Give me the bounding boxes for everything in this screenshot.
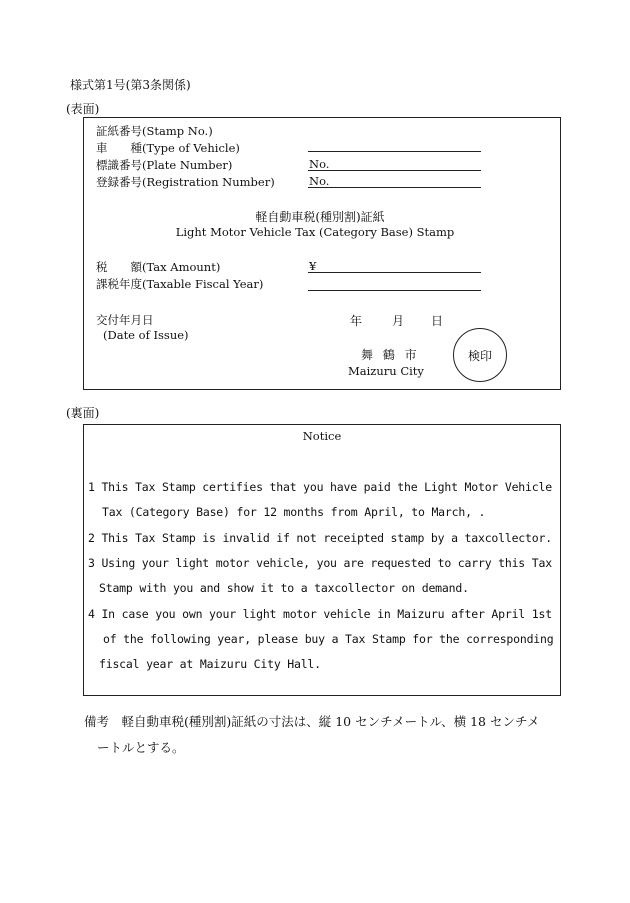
- notice-item-4-line-3: fiscal year at Maizuru City Hall.: [99, 657, 321, 671]
- notice-item-1-line-1: 1 This Tax Stamp certifies that you have paid the Light Motor Vehicle: [88, 480, 552, 494]
- issue-year-char: 年: [350, 314, 363, 328]
- notice-item-4-line-1: 4 In case you own your light motor vehicle in Maizuru after April 1st: [88, 607, 552, 621]
- notice-item-3-line-1: 3 Using your light motor vehicle, you are requested to carry this Tax: [88, 556, 552, 570]
- registration-number-line: [308, 187, 481, 188]
- yen-prefix: ¥: [309, 259, 317, 273]
- form-number: 様式第1号(第3条関係): [70, 78, 191, 92]
- notice-title: Notice: [302, 429, 342, 443]
- city-name-en: Maizuru City: [348, 364, 424, 378]
- issue-day-char: 日: [431, 314, 444, 328]
- back-side-label: (裏面): [66, 406, 100, 420]
- plate-number-line: [308, 170, 481, 171]
- issue-date-label-ja: 交付年月日: [96, 313, 154, 327]
- notice-item-4-line-2: of the following year, please buy a Tax Stamp for the corresponding: [103, 632, 554, 646]
- issue-month-char: 月: [392, 314, 405, 328]
- registration-number-label: 登録番号(Registration Number): [96, 175, 275, 189]
- notice-item-3-line-2: Stamp with you and show it to a taxcollector on demand.: [99, 581, 469, 595]
- fiscal-year-line: [308, 290, 481, 291]
- tax-amount-label: 税 額(Tax Amount): [96, 260, 221, 274]
- vehicle-type-line: [308, 151, 481, 152]
- notice-item-2: 2 This Tax Stamp is invalid if not receipted stamp by a taxcollector.: [88, 531, 552, 545]
- plate-number-label: 標識番号(Plate Number): [96, 158, 233, 172]
- vehicle-type-label: 車 種(Type of Vehicle): [96, 141, 240, 155]
- issue-date-label-en: (Date of Issue): [103, 328, 189, 342]
- remarks-line-1: 備考 軽自動車税(種別割)証紙の寸法は、縦 10 センチメートル、横 18 センチメ: [84, 714, 540, 729]
- front-side-label: (表面): [66, 102, 100, 116]
- fiscal-year-label: 課税年度(Taxable Fiscal Year): [96, 277, 264, 291]
- stamp-no-label: 証紙番号(Stamp No.): [96, 124, 213, 138]
- inspection-seal: 検印: [453, 328, 507, 382]
- stamp-title-en: Light Motor Vehicle Tax (Category Base) Stamp: [175, 225, 455, 239]
- notice-item-1-line-2: Tax (Category Base) for 12 months from April, to March, .: [102, 505, 486, 519]
- remarks-line-2: ートルとする。: [97, 740, 185, 755]
- plate-no-prefix: No.: [309, 157, 330, 171]
- tax-amount-line: [308, 272, 481, 273]
- city-name-ja: 舞 鶴 市: [361, 348, 420, 362]
- registration-no-prefix: No.: [309, 174, 330, 188]
- stamp-title-ja: 軽自動車税(種別割)証紙: [255, 210, 385, 224]
